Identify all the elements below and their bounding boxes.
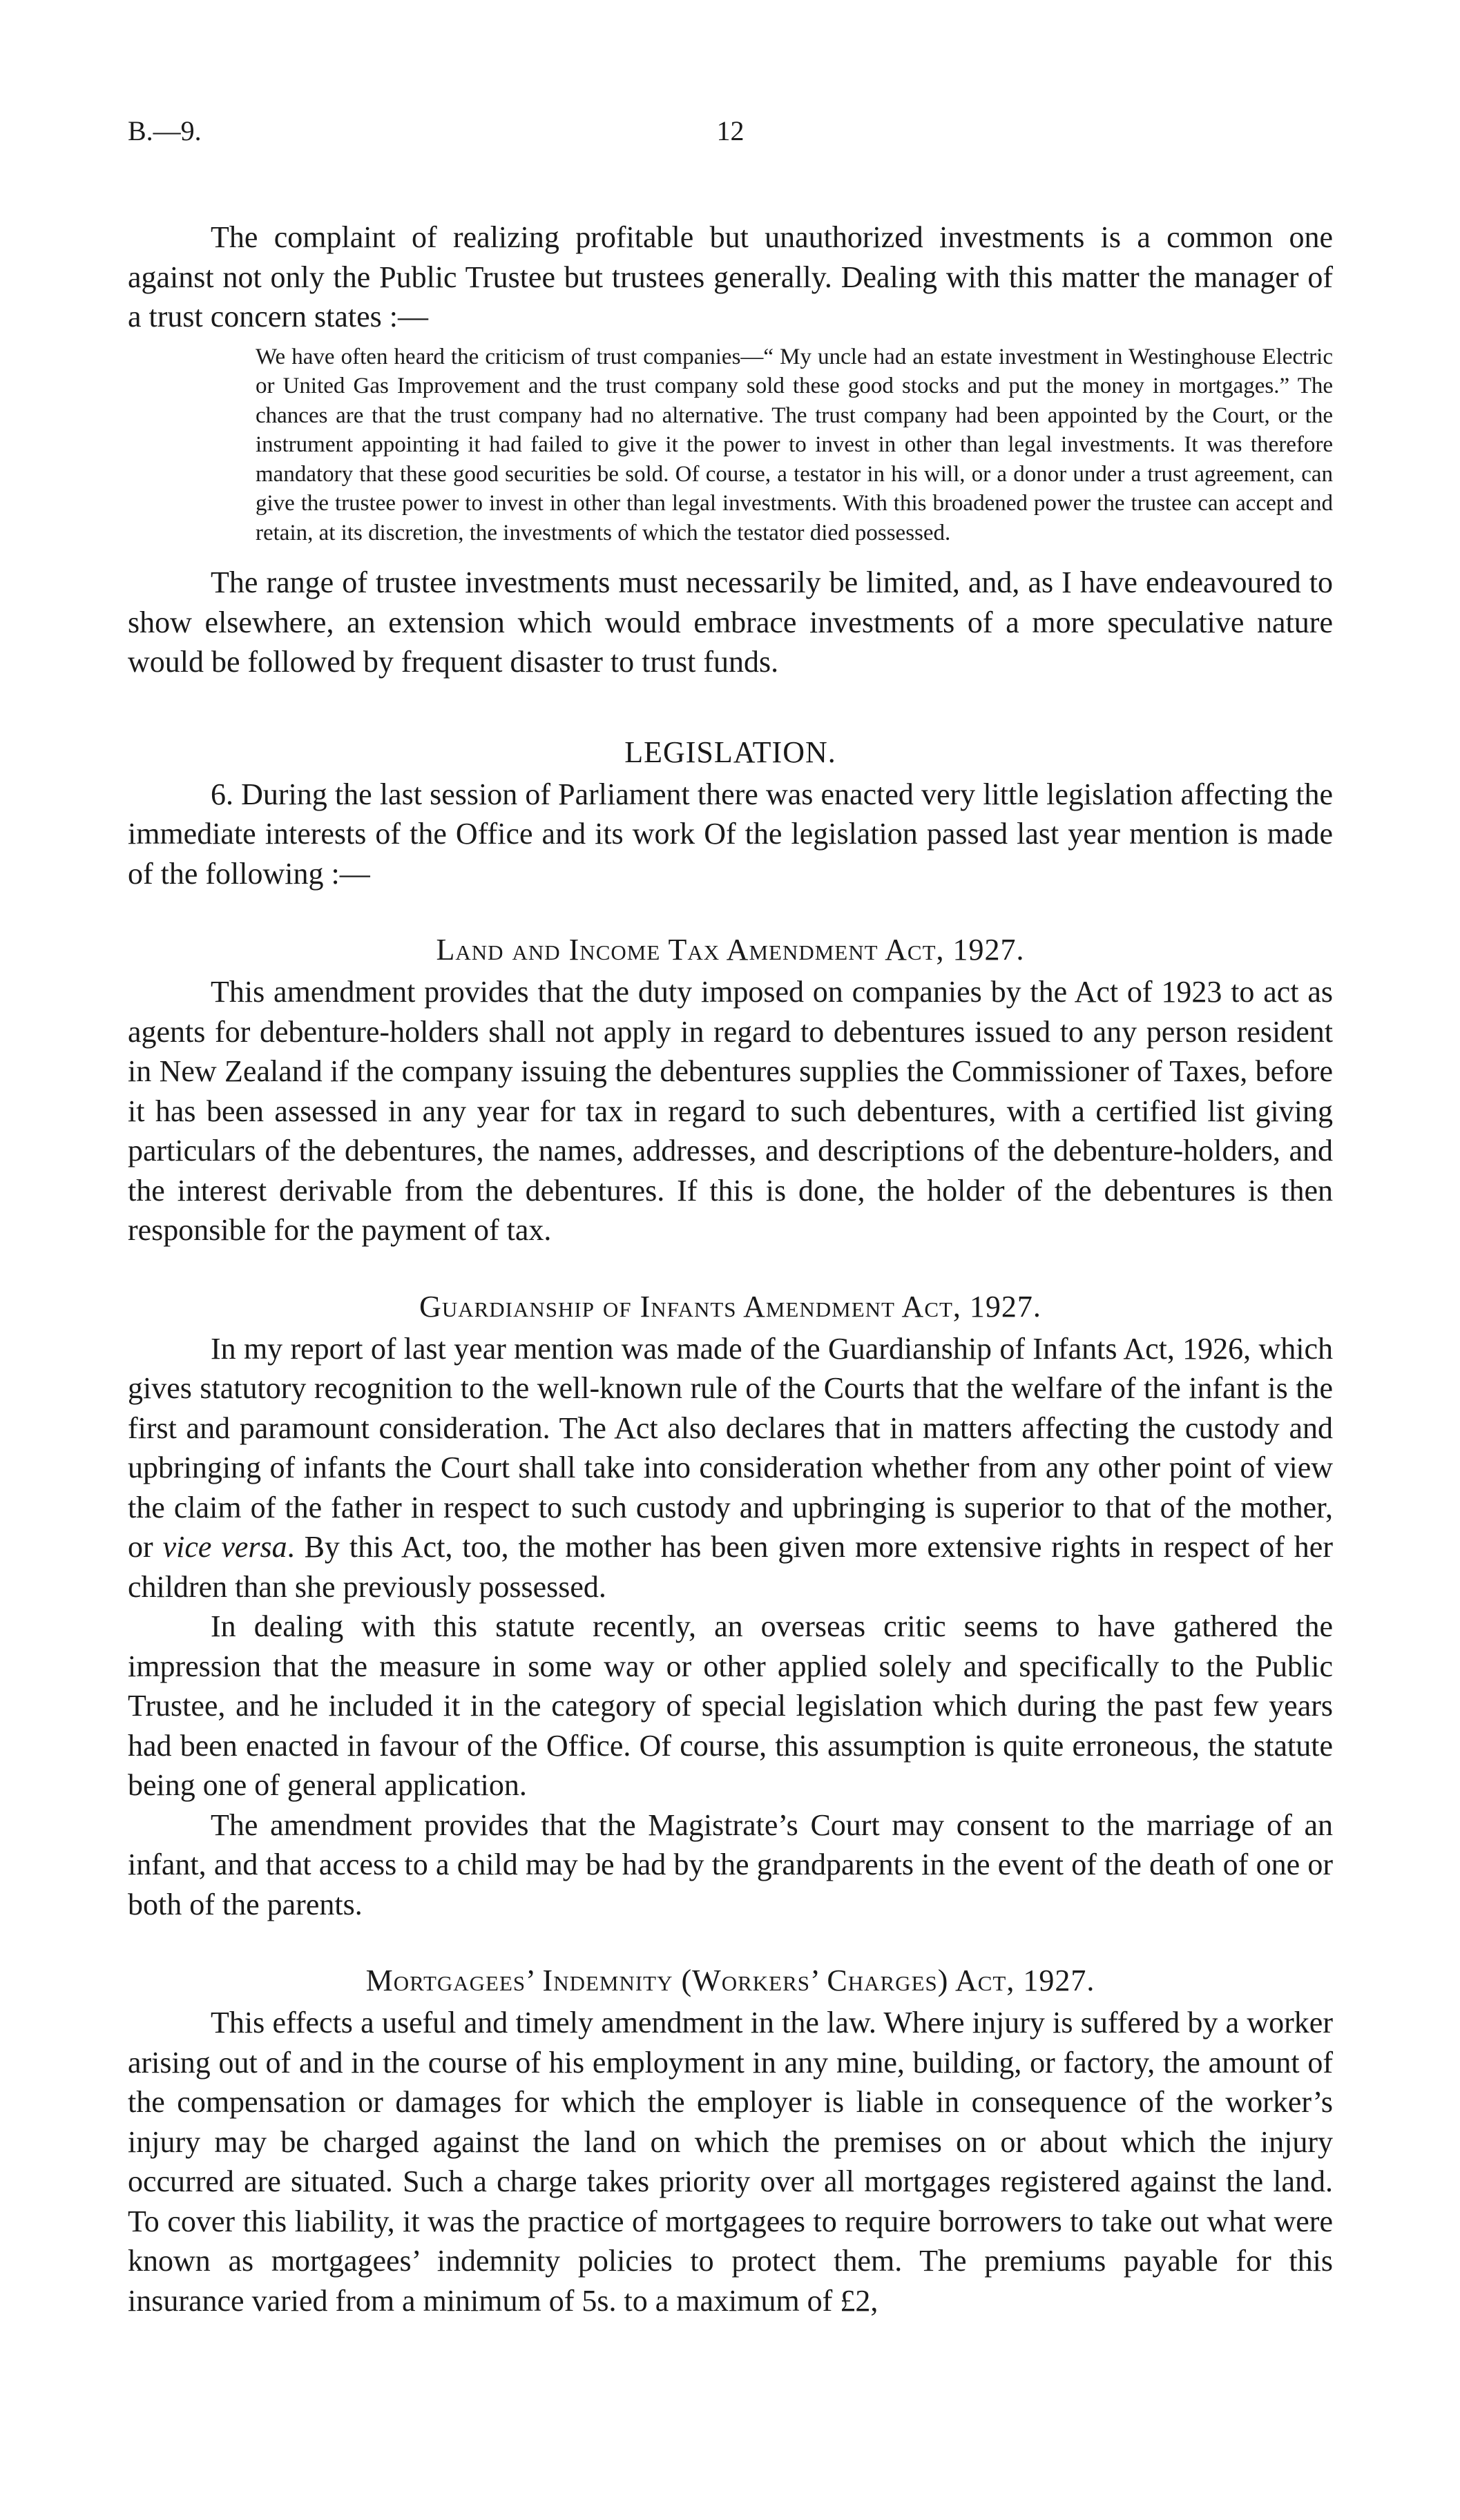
intro-paragraph: The complaint of realizing profitable but unauthorized investments is a common one against not only the Public Trustee but trustees generally. Dealing with this matter the manager of a trust concern states :—	[128, 220, 1333, 333]
legislation-paragraph	[128, 775, 1333, 894]
guardianship-paragraph-2: In dealing with this statute recently, an overseas critic seems to have gathered the impression that the measure in some way or other applied solely and specifically to the Public Trustee, and he included it in the category of special legislation which during the past few years had been enacted in favour of the Office. Of course, this assumption is quite erroneous, the statute being one of general application.	[128, 1609, 1333, 1802]
document-page	[128, 110, 1333, 2320]
block-quote	[256, 342, 1333, 548]
quote-text: We have often heard the criticism of trust companies—“ My uncle had an estate investment in Westinghouse Electric or United Gas Improvement and the trust company sold these good stocks and put the money in mortgages.” The chances are that the trust company had no alternative. The trust company had been appointed by the Court, or the instrument appointing it had failed to give it the power to invest in other than legal investments. It was therefore mandatory that these good securities be sold. Of course, a testator in his will, or a donor under a trust agreement, can give the trustee power to invest in other than legal investments. With this broadened power the trustee can accept and retain, at its discretion, the investments of which the testator died possessed.	[256, 344, 1333, 545]
page-number: 12	[716, 115, 745, 146]
document-body	[128, 217, 1333, 2320]
land-tax-paragraph: This amendment provides that the duty imposed on companies by the Act of 1923 to act as agents for debenture-holders shall not apply in regard to debentures issued to any person resident in New Zealand if the company issuing the debentures supplies the Commissioner of Taxes, before it has been assessed in any year for tax in regard to such debentures, with a certified list giving particulars of the debentures, the names, addresses, and descriptions of the debenture-holders, and the interest derivable from the debentures. If this is done, the holder of the debentures is then responsible for the payment of tax.	[128, 975, 1333, 1247]
section-heading-legislation: LEGISLATION.	[624, 735, 836, 769]
heading-mortgagees-indemnity-act: Mortgagees’ Indemnity (Workers’ Charges) Act, 1927.	[365, 1964, 1095, 1997]
mortgagees-paragraph: This effects a useful and timely amendment in the law. Where injury is suffered by a worker arising out of and in the course of his employment in any mine, building, or factory, the amount of the compensation or damages for which the employer is liable in consequence of the worker’s injury may be charged against the land on which the premises on or about which the injury occurred are situated. Such a charge takes priority over all mortgages registered against the land. To cover this liability, it was the practice of mortgagees to require borrowers to take out what were known as mortgagees’ indemnity policies to protect them. The premiums payable for this insurance varied from a minimum of 5s. to a maximum of £2,	[128, 2006, 1333, 2318]
paragraph-number: 6.	[211, 777, 233, 811]
running-header	[128, 110, 1333, 152]
trustee-investments-paragraph: The range of trustee investments must necessarily be limited, and, as I have endeavoured to show elsewhere, an extension which would embrace investments of a more speculative nature would be followed by frequent disaster to trust funds.	[128, 565, 1333, 679]
document-reference: B.—9.	[128, 115, 202, 146]
latin-phrase: vice versa	[162, 1530, 287, 1564]
heading-guardianship-act: Guardianship of Infants Amendment Act, 1927.	[419, 1289, 1041, 1324]
heading-land-income-tax-act: Land and Income Tax Amendment Act, 1927.	[436, 933, 1025, 967]
guardianship-paragraph-3: The amendment provides that the Magistrate’s Court may consent to the marriage of an infant, and that access to a child may be had by the grandparents in the event of the death of one or both of the parents.	[128, 1807, 1333, 1921]
legislation-text: During the last session of Parliament there was enacted very little legislation affecting the immediate interests of the Office and its work Of the legislation passed last year mention is made of the following :—	[128, 777, 1333, 891]
guardianship-paragraph-1: In my report of last year mention was made of the Guardianship of Infants Act, 1926, which gives statutory recognition to the well-known rule of the Courts that the welfare of the infant is the first and paramount consideration. The Act also declares that in matters affecting the custody and upbringing of infants the Court shall take into consideration whether from any other point of view the claim of the father in respect to such custody and upbringing is superior to that of the mother, or vice versa. By this Act, too, the mother has been given more extensive rights in respect of her children than she previously possessed.	[128, 1331, 1333, 1604]
